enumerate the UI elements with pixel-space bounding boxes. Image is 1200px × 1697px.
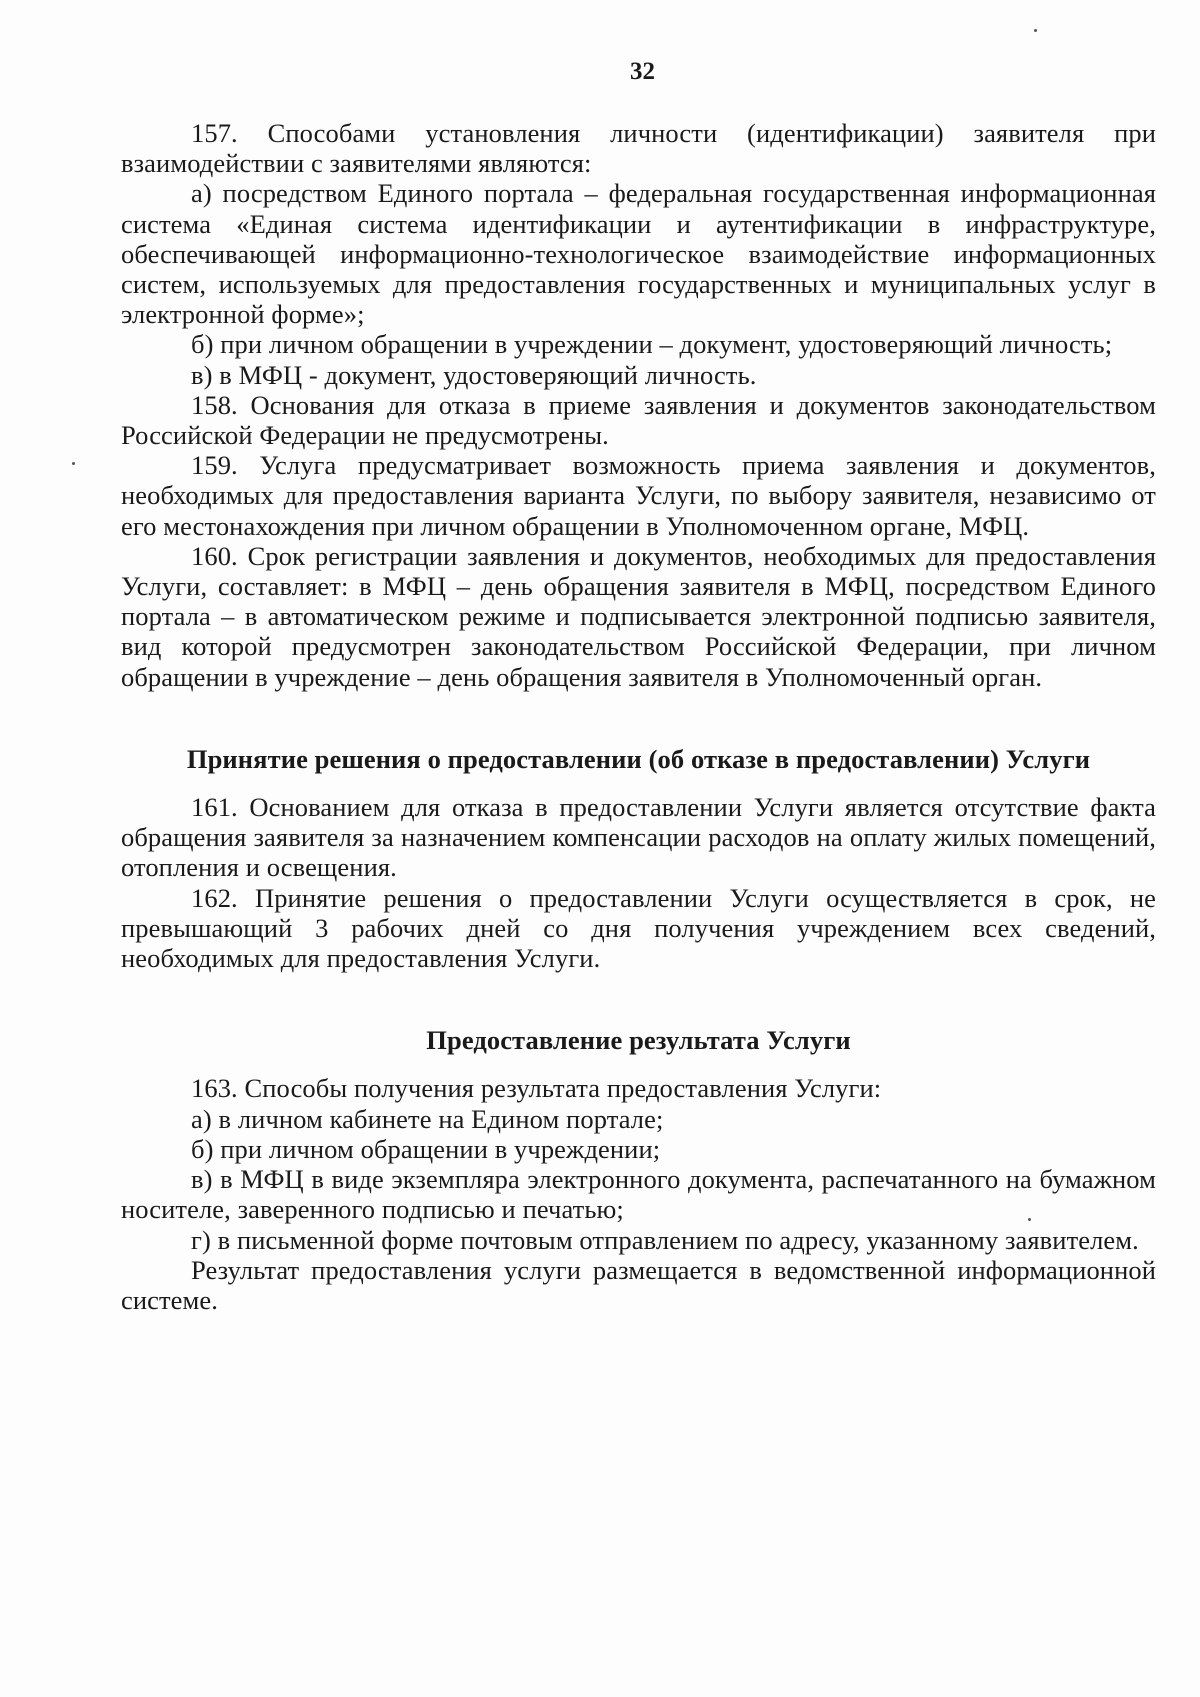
paragraph-157-a: а) посредством Единого портала – федеральная государственная информационная система «Единая система идентификации и аутентификации в инфраструктуре, обеспечивающей информационно-технологическое взаимодействие информационных систем, используемых для предоставления государственных и муниципальных услуг в электронной форме»;	[121, 178, 1156, 330]
paragraph-result-placement: Результат предоставления услуги размещается в ведомственной информационной системе.	[121, 1254, 1156, 1315]
paragraph-157-b: б) при личном обращении в учреждении – документ, удостоверяющий личность;	[191, 329, 1113, 360]
paragraph-163-g: г) в письменной форме почтовым отправлением по адресу, указанному заявителем.	[191, 1224, 1139, 1255]
scan-speck	[72, 462, 75, 465]
paragraph-163-a: а) в личном кабинете на Едином портале;	[191, 1103, 664, 1134]
paragraph-163-v: в) в МФЦ в виде экземпляра электронного документа, распечатанного на бумажном носителе, заверенного подписью и печатью;	[121, 1164, 1156, 1225]
section-heading-result: Предоставление результата Услуги	[426, 1025, 851, 1056]
paragraph-163: 163. Способы получения результата предоставления Услуги:	[191, 1073, 882, 1104]
paragraph-157: 157. Способами установления личности (идентификации) заявителя при взаимодействии с заявителями являются:	[121, 118, 1156, 179]
paragraph-163-b: б) при личном обращении в учреждении;	[191, 1133, 661, 1164]
paragraph-157-v: в) в МФЦ - документ, удостоверяющий личность.	[191, 359, 757, 390]
page-number: 32	[630, 58, 655, 85]
scan-speck	[1034, 29, 1037, 32]
paragraph-160: 160. Срок регистрации заявления и документов, необходимых для предоставления Услуги, составляет: в МФЦ – день обращения заявителя в МФЦ, посредством Единого портала – в автоматическом режиме и подписывается электронной подписью заявителя, вид которой предусмотрен законодательством Российской Федерации, при личном обращении в учреждение – день обращения заявителя в Уполномоченный орган.	[121, 540, 1156, 692]
document-body	[121, 118, 1156, 1315]
paragraph-158: 158. Основания для отказа в приеме заявления и документов законодательством Российской Федерации не предусмотрены.	[121, 389, 1156, 451]
section-heading-decision: Принятие решения о предоставлении (об отказе в предоставлении) Услуги	[186, 743, 1091, 774]
paragraph-161: 161. Основанием для отказа в предоставлении Услуги является отсутствие факта обращения заявителя за назначением компенсации расходов на оплату жилых помещений, отопления и освещения.	[121, 792, 1156, 883]
paragraph-159: 159. Услуга предусматривает возможность приема заявления и документов, необходимых для предоставления варианта Услуги, по выбору заявителя, независимо от его местонахождения при личном обращении в Уполномоченном органе, МФЦ.	[121, 450, 1156, 541]
paragraph-162: 162. Принятие решения о предоставлении Услуги осуществляется в срок, не превышающий 3 рабочих дней со дня получения учреждением всех сведений, необходимых для предоставления Услуги.	[121, 882, 1156, 974]
